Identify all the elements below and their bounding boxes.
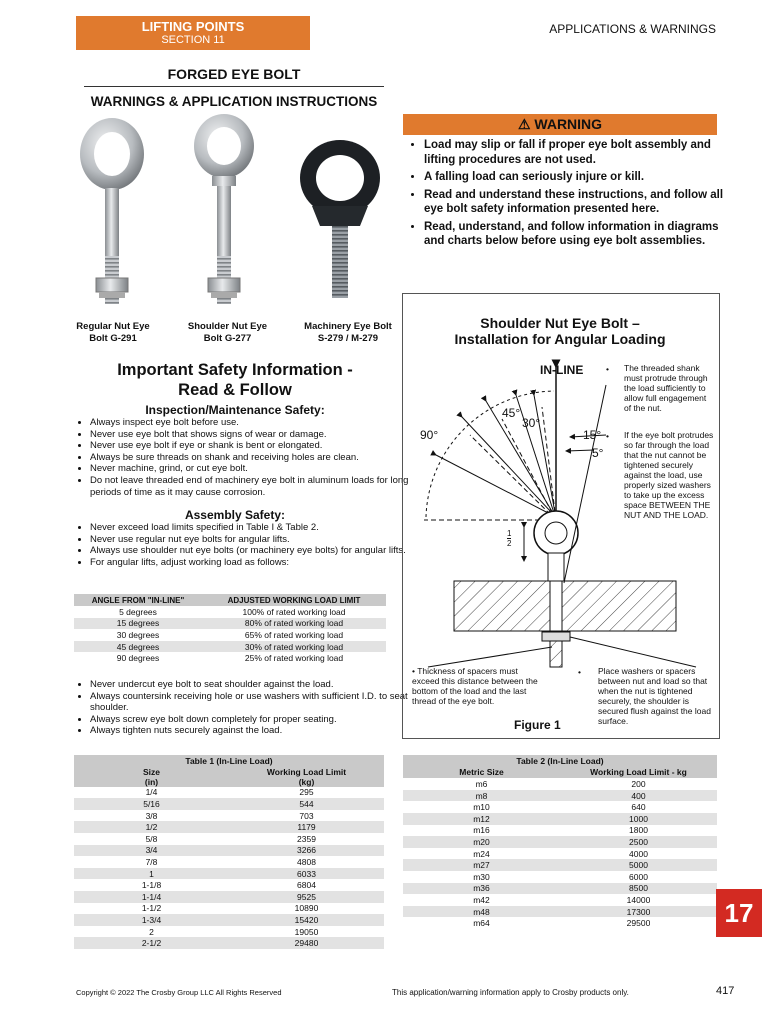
table-row: [74, 798, 384, 810]
table-cell: 1-1/2: [141, 903, 162, 914]
table-1-inline-load: [74, 755, 384, 949]
nut: [542, 632, 570, 641]
list-item: • Never machine, grind, or cut eye bolt.: [90, 463, 410, 475]
table-2-col-size: Metric Size: [403, 767, 560, 779]
table-cell: 703: [299, 810, 314, 821]
page-number: 417: [716, 985, 735, 997]
in-line-label: IN-LINE: [540, 363, 584, 377]
eye-bolt-photos: [62, 106, 402, 318]
section-number: SECTION 11: [161, 34, 225, 46]
warning-list: [406, 138, 736, 252]
table-cell: 29500: [626, 918, 651, 929]
table-row: [403, 906, 717, 918]
table-2-inline-load: [403, 755, 717, 929]
table-cell: 544: [229, 798, 384, 810]
table-cell: m10: [473, 802, 490, 813]
table-2-title: Table 2 (In-Line Load): [403, 755, 717, 767]
safety-title: Important Safety Information - Read & Follow: [117, 361, 353, 399]
table-cell: 1179: [229, 821, 384, 833]
assembly-title: Assembly Safety:: [184, 508, 286, 522]
footer-copyright: Copyright © 2022 The Crosby Group LLC All Rights Reserved: [76, 988, 282, 997]
table-row: [74, 856, 384, 868]
table-cell: m64: [473, 918, 490, 929]
table-cell: 1/4: [145, 787, 158, 798]
shoulder-nut-eye-bolt-image: [194, 114, 254, 304]
page-title: FORGED EYE BOLT: [167, 66, 301, 82]
product-caption-machinery: Machinery Eye Bolt S-279 / M-279: [304, 321, 392, 344]
angle-row: [74, 652, 386, 664]
angle-row: [74, 618, 386, 630]
list-item: • Never use eye bolt that shows signs of wear or damage.: [90, 429, 410, 441]
figure-label: Figure 1: [514, 718, 561, 732]
list-item: • Never use eye bolt if eye or shank is bent or elongated.: [90, 440, 410, 452]
table-cell: 29480: [229, 937, 384, 949]
table-cell: 15420: [229, 914, 384, 926]
list-item: • Never exceed load limits specified in Table I & Table 2.: [90, 522, 410, 534]
angle-table: [74, 594, 386, 664]
warning-bar: [403, 114, 717, 135]
figure-title: Shoulder Nut Eye Bolt – Installation for Angular Loading: [454, 315, 666, 347]
regular-nut-eye-bolt-image: [80, 118, 144, 304]
table-row: [74, 914, 384, 926]
table-cell: 5/8: [145, 833, 158, 844]
page-subtitle: WARNINGS & APPLICATION INSTRUCTIONS: [90, 94, 378, 109]
table-cell: 295: [299, 787, 314, 798]
table-cell: m12: [403, 813, 560, 825]
table-cell: m42: [473, 894, 490, 905]
warning-item: • A falling load can seriously injure or kill.: [424, 170, 736, 185]
table-cell: 100% of rated working load: [242, 606, 346, 617]
list-item: • For angular lifts, adjust working load as follows:: [90, 557, 410, 569]
table-cell: m36: [403, 883, 560, 895]
table-row: [74, 903, 384, 915]
list-item: • Never use regular nut eye bolts for angular lifts.: [90, 534, 410, 546]
table-cell: 1-1/4: [74, 891, 229, 903]
table-cell: 1-1/8: [141, 880, 162, 891]
section-page-badge: 17: [716, 889, 762, 937]
warning-icon: ⚠: [517, 116, 531, 132]
table-cell: 640: [631, 802, 646, 813]
table-cell: 3/8: [145, 810, 158, 821]
table-cell: 65% of rated working load: [244, 629, 344, 640]
table-cell: 5000: [560, 859, 717, 871]
table-cell: 6033: [229, 868, 384, 880]
list-item: • Never undercut eye bolt to seat shoulder against the load.: [90, 679, 410, 691]
load-col-header: ADJUSTED WORKING LOAD LIMIT: [202, 594, 386, 606]
table-cell: 3266: [229, 845, 384, 857]
load-block: [454, 581, 676, 631]
angle-label-5: 5°: [592, 446, 604, 460]
table-row: [74, 821, 384, 833]
section-header: [76, 16, 310, 50]
warning-item: • Read and understand these instructions, and follow all eye bolt safety information presented here.: [424, 188, 736, 217]
table-row: [74, 926, 384, 938]
table-cell: 5/16: [74, 798, 229, 810]
list-item: • Always tighten nuts securely against the load.: [90, 725, 410, 737]
table-cell: 2: [149, 926, 154, 937]
angle-label-90: 90°: [420, 428, 439, 442]
table-cell: m24: [473, 848, 490, 859]
list-item: • Always use shoulder nut eye bolts (or machinery eye bolts) for angular lifts.: [90, 545, 410, 557]
table-cell: 80% of rated working load: [202, 618, 386, 630]
table-cell: 1800: [629, 825, 648, 836]
table-row: [74, 833, 384, 845]
machinery-eye-bolt-image: [300, 140, 380, 298]
table-row: [403, 790, 717, 802]
table-cell: 1-3/4: [74, 914, 229, 926]
table-row: [403, 894, 717, 906]
table-row: [403, 883, 717, 895]
table-row: [403, 825, 717, 837]
table-cell: 14000: [626, 894, 651, 905]
angle-col-header: ANGLE FROM "IN-LINE": [74, 594, 202, 606]
table-row: [403, 836, 717, 848]
table-row: [403, 917, 717, 929]
table-cell: m8: [403, 790, 560, 802]
list-item: • Always countersink receiving hole or use washers with sufficient I.D. to seat shoulder.: [90, 691, 410, 714]
note-bullet-1: •: [606, 364, 609, 374]
table-cell: m6: [475, 778, 488, 789]
table-cell: 3/4: [74, 845, 229, 857]
inspection-title: Inspection/Maintenance Safety:: [145, 403, 325, 417]
table-cell: 45 degrees: [74, 641, 202, 653]
warning-item: • Read, understand, and follow information in diagrams and charts below before using eye bolt assemblies.: [424, 220, 736, 249]
table-cell: 90 degrees: [116, 653, 160, 664]
table-cell: 2500: [560, 836, 717, 848]
table-cell: 10890: [294, 903, 319, 914]
table-cell: 25% of rated working load: [244, 653, 344, 664]
half-fraction: 1 2: [507, 529, 512, 548]
table-cell: 5 degrees: [119, 606, 157, 617]
table-row: [403, 859, 717, 871]
angle-row: [74, 629, 386, 641]
table-cell: m16: [473, 825, 490, 836]
table-cell: 6000: [629, 871, 648, 882]
table-row: [403, 848, 717, 860]
table-cell: 200: [631, 778, 646, 789]
note-place-washers: Place washers or spacers between nut and load so that when the nut is tightened securely, the shoulder is secured flush against the load surface.: [598, 666, 711, 726]
angle-label-30: 30°: [522, 416, 541, 430]
table-row: [74, 845, 384, 857]
table-1-title: Table 1 (In-Line Load): [74, 755, 384, 767]
list-item: • Always be sure threads on shank and receiving holes are clean.: [90, 452, 410, 464]
table-row: [403, 813, 717, 825]
table-2-col-wll: Working Load Limit - kg: [560, 767, 717, 779]
table-1-col-size: Size (in): [74, 767, 229, 787]
inspection-list: [74, 417, 410, 498]
table-cell: 2359: [297, 833, 316, 844]
table-row: [74, 868, 384, 880]
table-cell: 9525: [229, 891, 384, 903]
table-cell: 2-1/2: [74, 937, 229, 949]
table-row: [74, 810, 384, 822]
title-divider: [84, 86, 384, 87]
header-right-label: APPLICATIONS & WARNINGS: [549, 22, 716, 36]
table-cell: 17300: [560, 906, 717, 918]
table-cell: 400: [560, 790, 717, 802]
angle-row: [74, 641, 386, 653]
table-cell: 4808: [297, 856, 316, 867]
note-use-washers: If the eye bolt protrudes so far through the load that the nut cannot be tightened securely against the load, use properly sized washers to take up the excess space BETWEEN THE NUT AND THE LOAD.: [624, 430, 714, 520]
table-cell: m48: [403, 906, 560, 918]
table-cell: 30% of rated working load: [202, 641, 386, 653]
table-row: [74, 891, 384, 903]
table-row: [403, 871, 717, 883]
list-item: • Always screw eye bolt down completely for proper seating.: [90, 714, 410, 726]
assembly-list: [74, 522, 410, 568]
table-row: [403, 778, 717, 790]
table-cell: m30: [473, 871, 490, 882]
angle-row: [74, 606, 386, 618]
footer-note: This application/warning information apply to Crosby products only.: [392, 988, 629, 997]
angle-label-15: 15°: [583, 428, 602, 442]
warning-label: WARNING: [534, 116, 603, 132]
list-item: • Do not leave threaded end of machinery eye bolt in aluminum loads for long periods of time as it may cause corrosion.: [90, 475, 410, 498]
table-cell: 8500: [560, 883, 717, 895]
table-row: [403, 801, 717, 813]
table-1-col-wll: Working Load Limit (kg): [229, 767, 384, 787]
table-row: [74, 787, 384, 799]
product-caption-shoulder: Shoulder Nut Eye Bolt G-277: [187, 321, 268, 344]
table-cell: m20: [403, 836, 560, 848]
note-spacer-thickness: • Thickness of spacers must exceed this distance between the bottom of the load and the last thread of the eye bolt.: [412, 666, 538, 706]
note-bullet-4: •: [578, 667, 581, 677]
table-cell: 1: [74, 868, 229, 880]
threaded-end: [550, 641, 562, 667]
product-caption-regular: Regular Nut Eye Bolt G-291: [76, 321, 150, 344]
table-cell: 30 degrees: [116, 629, 160, 640]
table-cell: 6804: [297, 880, 316, 891]
table-row: [74, 937, 384, 949]
table-cell: 4000: [629, 848, 648, 859]
note-shank-protrude: The threaded shank must protrude through the load sufficiently to allow full engagement of the nut.: [624, 363, 708, 413]
table-cell: 1000: [560, 813, 717, 825]
table-cell: 15 degrees: [74, 618, 202, 630]
warning-item: • Load may slip or fall if proper eye bolt assembly and lifting procedures are not used.: [424, 138, 736, 167]
table-cell: 19050: [294, 926, 319, 937]
table-row: [74, 879, 384, 891]
list-item: • Always inspect eye bolt before use.: [90, 417, 410, 429]
table-cell: m27: [403, 859, 560, 871]
section-title: LIFTING POINTS: [141, 19, 245, 34]
angle-label-45: 45°: [502, 406, 521, 420]
table-cell: 7/8: [145, 856, 158, 867]
seating-list: [74, 679, 410, 737]
table-cell: 1/2: [74, 821, 229, 833]
eye-bolt-shank: [548, 553, 564, 581]
note-bullet-2: •: [606, 431, 609, 441]
